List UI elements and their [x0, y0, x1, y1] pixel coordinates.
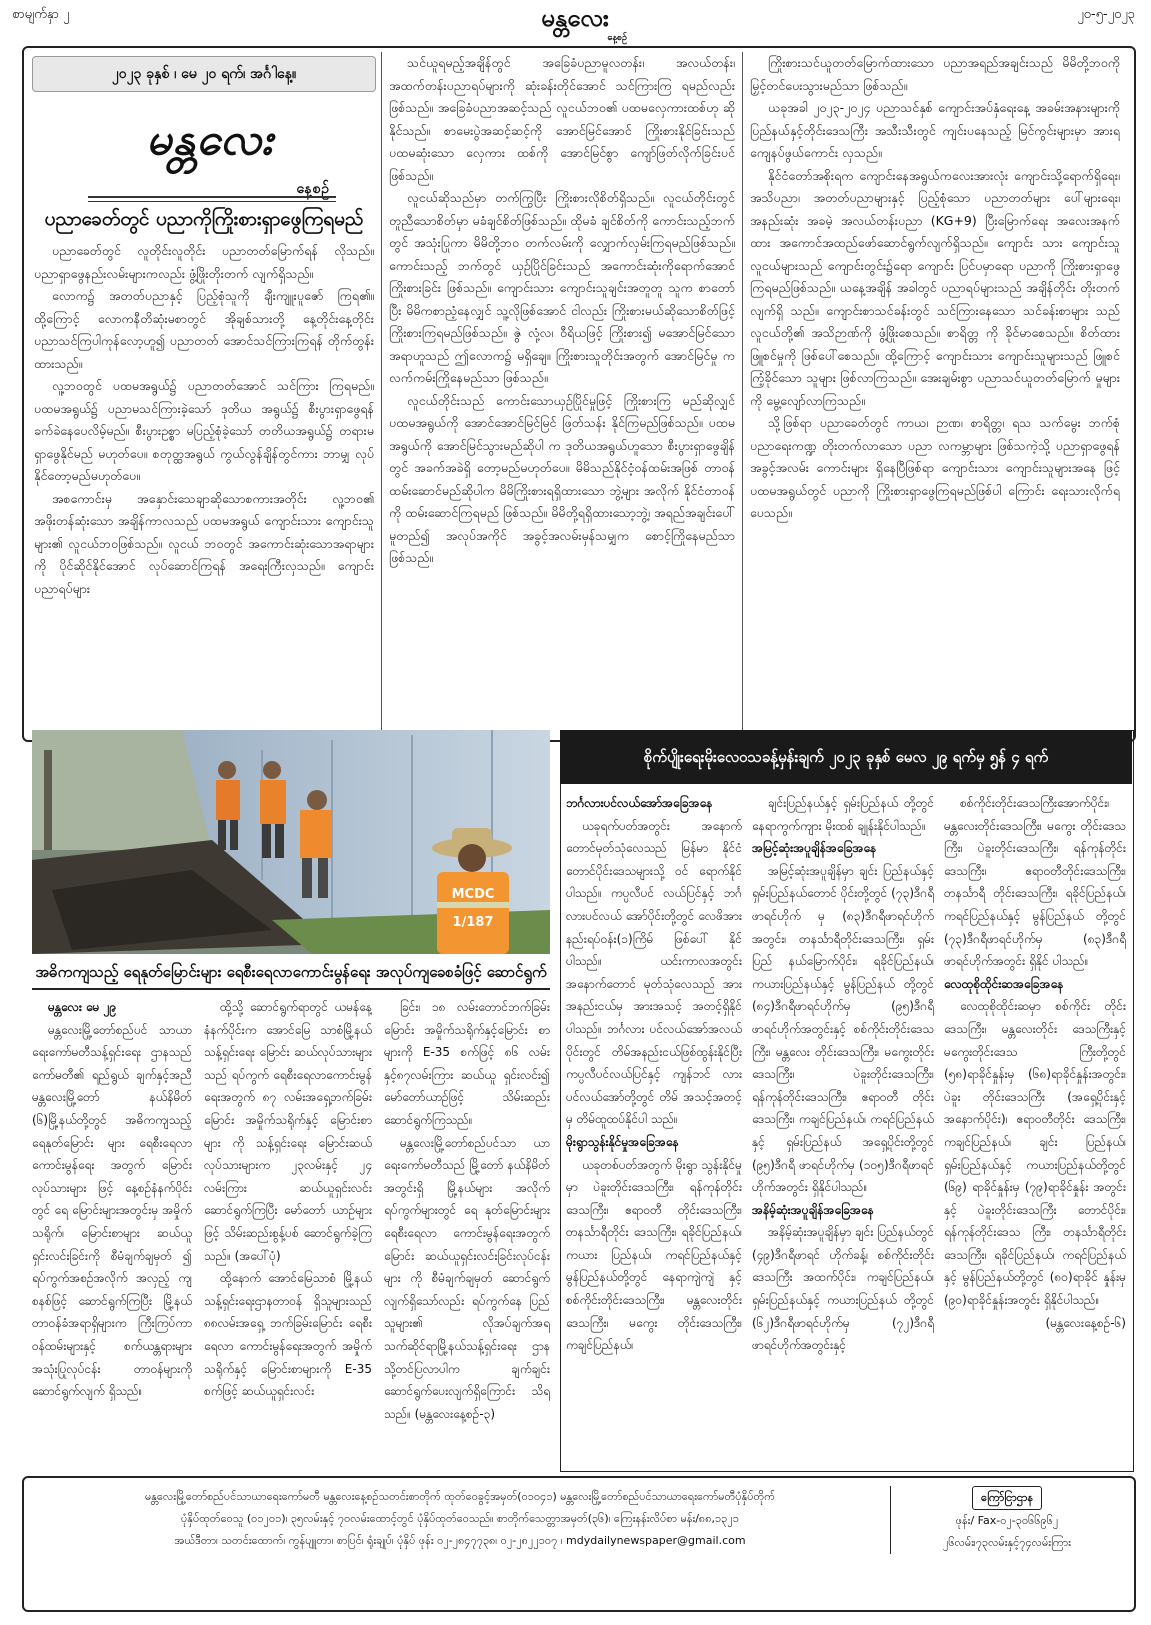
issue-date: ၂၀-၅-၂၀၂၃ [1077, 7, 1135, 22]
logo-divider [88, 196, 336, 202]
svg-text:MCDC: MCDC [451, 887, 495, 902]
imprint-line: ပုံနှိပ်ထုတ်ဝေသူ (၀၁၂၀၁)၊ ၃၅လမ်းနှင့် ၇၀လမ်းထောင့်တွင် ပုံနှိပ်ထုတ်ဝေသည်။ စာတိုက်သေတ္တာအမှတ်(၃၆)၊ ကြေးနန်းလိပ်စာ မန်း/၈၈,၁၃၂၁ [181, 1512, 739, 1525]
advertising-contact [890, 1486, 1123, 1554]
paragraph: လူငယ်ဆိုသည်မှာ တက်ကြွပြီး ကြိုးစားလိုစိတ်ရှိသည်။ လူငယ်တိုင်းတွင် တူညီသောစိတ်မှာ မခံချင်စိတ်ဖြစ်သည်။ ထိုမခံ ချင်စိတ်ကို ကောင်းသည့်ဘက်တွင် အသုံးပြုကာ မိမိတို့ဘဝ တက်လမ်းကို လျှောက်လှမ်းကြရမည်ဖြစ်သည်။ ကောင်းသည့် ဘက်တွင် ယှဉ်ပြိုင်ခြင်းသည် အကောင်းဆုံးကိုရောက်အောင် ကြိုးစားခြင်း ဖြစ်သည်။ ကျောင်းသား ကျောင်းသူချင်းအတူတူ သူက စာတော်ပြီး မိမိကစာညံ့နေလျှင် သူ့လိုဖြစ်အောင် ငါလည်း ကြိုးစားမယ်ဆိုသောစိတ်ဖြင့် ကြိုးစားကြရမည်ဖြစ်သည်။ ဇွဲ လုံ့လ၊ ဝီရိယဖြင့် ကြိုးစား၍ မအောင်မြင်သော အရာဟူသည် ဤလောက၌ မရှိချေ။ ကြိုးစားသူတိုင်းအတွက် အောင်မြင်မှု က လက်ကမ်းကြိုနေမည်သာ ဖြစ်သည်။ [389, 190, 735, 385]
advertising-phone: ဖုန်း/ Fax-၀၂-၃၀၆၆၉၆၂ [955, 1514, 1059, 1527]
imprint-text [40, 1486, 880, 1552]
paragraph: အစကောင်းမှ အနှောင်းသေချာဆိုသောစကားအတိုင်း လူ့ဘဝ၏ အဖိုးတန်ဆုံးသော အချိန်ကာလသည် ပထမအရွယ် ကျောင်းသား ကျောင်းသူများ၏ လူငယ်ဘဝဖြစ်သည်။ လူငယ် ဘဝတွင် အကောင်းဆုံးသောအရာများကို ပိုင်ဆိုင်နိုင်အောင် လုပ်ဆောင်ကြရန် အရေးကြီးလှသည်။ ကျောင်းပညာရပ်များ [34, 490, 374, 596]
advertising-address: ၂၆လမ်း၊၇၃လမ်းနှင့်၇၄လမ်းကြား [943, 1536, 1071, 1549]
paragraph: အမြင့်ဆုံးအပူချိန်မှာ ချင်း ပြည်နယ်နှင့် ရှမ်းပြည်နယ်တောင် ပိုင်းတို့တွင် (၇၃)ဒီဂရီဖာရင်ဟိုက် မှ (၈၃)ဒီဂရီဖာရင်ဟိုက်အတွင်း၊ တနင်္သာရီတိုင်းဒေသကြီး၊ ရှမ်းပြည် နယ်မြောက်ပိုင်း၊ ရခိုင်ပြည်နယ်၊ ကယားပြည်နယ်နှင့် မွန်ပြည်နယ် တို့တွင် (၈၄)ဒီဂရီဖာရင်ဟိုက်မှ (၉၅)ဒီဂရီဖာရင်ဟိုက်အတွင်းနှင့် စစ်ကိုင်းတိုင်းဒေသကြီး၊ မန္တလေး တိုင်းဒေသကြီး၊ မကွေးတိုင်း ဒေသကြီး၊ ပဲခူးတိုင်းဒေသကြီး၊ ရန်ကုန်တိုင်းဒေသကြီး၊ ဧရာဝတီ တိုင်းဒေသကြီး၊ ကချင်ပြည်နယ်၊ ကရင်ပြည်နယ်နှင့် ရှမ်းပြည်နယ် အရှေ့ပိုင်းတို့တွင် (၉၅)ဒီဂရီ ဖာရင်ဟိုက်မှ (၁၀၅)ဒီဂရီဖာရင် ဟိုက်အတွင်း ရှိနိုင်ပါသည်။ [752, 863, 934, 1195]
paragraph: သို့ဖြစ်ရာ ပညာခေတ်တွင် ကာယ၊ ဉာဏ၊ စာရိတ္တ၊ ရသ သက်မွေး ဘက်စုံပညာရေးကဏ္ဍ တိုးတက်လာသော ပညာ လကမ္ဘာများ ဖြစ်သကဲ့သို့ ပညာရှာဖွေရန် အခွင့်အလမ်း ကောင်းများ ရှိနေပြီဖြစ်ရာ ကျောင်းသား ကျောင်းသူများအနေ ဖြင့် ပထမအရွယ်တွင် ပညာကို ကြိုးစားရှာဖွေကြရမည်ဖြစ်ပါ ကြောင်း ရေးသားလိုက်ရပေသည်။ [750, 415, 1120, 520]
page-number: စာမျက်နှာ ၂ [12, 7, 70, 22]
news-column-3 [384, 996, 550, 1466]
paragraph: ထို့နောက် အောင်မြေသာစံ မြို့နယ် သန့်ရှင်းရေးဌာနတာဝန် ရှိသူများသည် ၈၈လမ်းအရှေ့ ဘက်ခြမ်းမြောင်း ရေစီးရေလာ ကောင်းမွန်ရေးအတွက် အမှိုက် သရိုက်နှင့် မြောင်းစာများကို E-35 စက်ဖြင့် ဆယ်ယူရှင်းလင်း [204, 1271, 372, 1399]
news-photo [32, 730, 550, 954]
paragraph: ကြိုးစားသင်ယူတတ်မြောက်ထားသော ပညာအရည်အချင်းသည် မိမိတို့ဘဝကို မြှင့်တင်ပေးသွားမည်သာ ဖြစ်သည်။ [750, 55, 1120, 93]
editorial-logo-sub: နေ့စဉ် [296, 181, 330, 197]
news-column-2 [204, 996, 372, 1466]
paragraph: ချင်းပြည်နယ်နှင့် ရှမ်းပြည်နယ် တို့တွင် နေရာကွက်ကျား မိုးထစ် ချုန်းနိုင်ပါသည်။ [752, 796, 934, 833]
weather-column-1 [566, 792, 742, 1464]
paragraph: နိုင်ငံတော်အစိုးရက ကျောင်းနေအရွယ်ကလေးအားလုံး ကျောင်းသို့ရောက်ရှိရေး၊ အသိပညာ၊ အတတ်ပညာများနှင့် ပြည့်စုံသော ပညာတတ်များ ပေါ်များရေး၊ အနည်းဆုံး အခမဲ့ အလယ်တန်းပညာ (KG+9) ပြီးမြောက်ရေး အလေးအနက် ထား အကောင်အထည်ဖော်ဆောင်ရွက်လျက်ရှိသည်။ ကျောင်း သား ကျောင်းသူလူငယ်များသည် ကျောင်းတွင်း၌ရော ကျောင်း ပြင်ပမှာရော ပညာကို ကြိုးစားရှာဖွေကြရမည်ဖြစ်သည်။ ယနေ့အချိန် အခါတွင် ပညာရပ်များသည် အချိန်တိုင်း တိုးတက်လျက်ရှိ သည်။ ကျောင်းစာသင်ခန်းတွင် သင်ကြားနေသော သင်ခန်းစာများ သည် လူငယ်တို့၏ အသိဉာဏ်ကို ဖွံ့ဖြိုးစေသည်။ စာရိတ္တ ကို ခိုင်မာစေသည်။ စိတ်ထားဖြူစင်မှုကို ဖြစ်ပေါ်စေသည်။ ထို့ကြောင့် ကျောင်းသား ကျောင်းသူများသည် ဖြူစင်ကြံ့ခိုင်သော သူများ ဖြစ်လာကြသည်။ အေးချမ်းစွာ ပညာသင်ယူတတ်မြောက် မှုများကို မွေ့လျော်လာကြသည်။ [750, 167, 1120, 408]
imprint-line: အယ်ဒီတာ၊ သတင်းထောက်၊ ကွန်ပျူတာ၊ စာပြင်၊ ရုံးချုပ်၊ ပုံနှိပ် ဖုန်း ၀၂-၂၈၄၇၇၃၈၊ ၀၂-၂၈၂၂၁၀၇ ၊ mdydailynewspaper@gmail.com [174, 1534, 746, 1547]
weather-subhead: ဘင်္ဂလားပင်လယ်အော်အခြေအနေ [566, 796, 713, 810]
editorial-column-1 [34, 240, 374, 730]
paragraph: ထို့သို့ ဆောင်ရွက်ရာတွင် ယမန်နေ့ နံနက်ပိုင်းက အောင်မြေ သာစံမြို့နယ်သန့်ရှင်းရေး မြောင်း ဆယ်လုပ်သားများသည် ရပ်ကွက် ရေစီးရေလာကောင်းမွန်ရေးအတွက် ၈၇ လမ်းအရှေ့ဘက်ခြမ်းမြောင်း အမှိုက်သရိုက်နှင့် မြောင်းစာများ ကို သန့်ရှင်းရေး မြောင်းဆယ် လုပ်သားများက ၂၃လမ်းနှင့် ၂၄ လမ်းကြား ဆယ်ယူရှင်းလင်း ဆောင်ရွက်ကြပြီး မော်တော် ယာဉ်များဖြင့် သိမ်းဆည်းစွန့်ပစ် ဆောင်ရွက်ခဲ့ကြသည်။ (အပေါ်ပုံ) [204, 1000, 372, 1263]
paragraph: မန္တလေးမြို့တော်စည်ပင် သာယာရေးကော်မတီသန့်ရှင်းရေး ဌာနသည် ကော်မတီ၏ ရည်ရွယ် ချက်နှင့်အညီ မန္တလေးမြို့တော် နယ်နိမိတ် (၆)မြို့နယ်တို့တွင် အဓိကကျသည့် ရေနုတ်မြောင်း များ ရေစီးရေလာကောင်းမွန်ရေး အတွက် မြောင်းလုပ်သားများ ဖြင့် နေ့စဉ်နံနက်ပိုင်းတွင် ရေ မြောင်းများအတွင်းမှ အမှိုက် သရိုက်၊ မြောင်းစာများ ဆယ်ယူ ရှင်းလင်းခြင်းကို စီမံချက်ချမှတ် ၍ ရပ်ကွက်အစဉ်အလိုက် အလှည့် ကျစနစ်ဖြင့် ဆောင်ရွက်ကြပြီး မြို့နယ်တာဝန်ခံအရာရှိများက ကြီးကြပ်ကာ ဝန်ထမ်းများနှင့် စက်ယန္တရားများအသုံးပြုလုပ်ငန်း တာဝန်များကို ဆောင်ရွက်လျက် ရှိသည်။ [32, 1022, 192, 1399]
weather-column-3 [944, 792, 1126, 1464]
worker-foreground [432, 828, 512, 954]
drain-cleaning-photo [32, 730, 550, 954]
paragraph: ပညာခေတ်တွင် လူတိုင်းလူတိုင်း ပညာတတ်မြောက်ရန် လိုသည်။ ပညာရှာဖွေနည်းလမ်းများကလည်း ဖွံ့ဖြိုးတိုးတက် လျက်ရှိသည်။ [34, 243, 374, 281]
paragraph: ယခုရက်ပတ်အတွင်း အနောက် တောင်မုတ်သုံလေသည် မြန်မာ နိုင်ငံတောင်ပိုင်းဒေသများသို့ ဝင် ရောက်နိုင်ပါသည်။ ကပ္ပလီပင် လယ်ပြင်နှင့် ဘင်္ဂလားပင်လယ် အော်ပိုင်းတို့တွင် လေဖိအား နည်းရပ်ဝန်း(၁)ကြိမ် ဖြစ်ပေါ် နိုင်ပါသည်။ ယင်းကာလအတွင်း အနောက်တောင် မုတ်သုံလေသည် အားအနည်းငယ်မှ အားအသင့် အတင့်ရှိနိုင်ပါသည်။ ဘင်္ဂလား ပင်လယ်အော်အလယ်ပိုင်းတွင် တိမ်အနည်းငယ်ဖြစ်ထွန်းနိုင်ပြီး ကပ္ပလီပင်လယ်ပြင်နှင့် ကျန်ဘင် လားပင်လယ်အော်တို့တွင် တိမ် အသင့်အတင့်မှ တိမ်ထူထပ်နိုင်ပါ သည်။ [566, 818, 742, 1127]
paragraph: မန္တလေးမြို့တော်စည်ပင်သာ ယာရေးကော်မတီသည် မြို့တော် နယ်နိမိတ်အတွင်းရှိ မြို့နယ်များ အလိုက် ရပ်ကွက်များတွင် ရေ နုတ်မြောင်းများ ရေစီးရေလာ ကောင်းမွန်ရေးအတွက် မြောင်း ဆယ်ယူရှင်းလင်းခြင်းလုပ်ငန်းများ ကို စီမံချက်ချမှတ် ဆောင်ရွက် လျက်ရှိသော်လည်း ရပ်ကွက်နေ ပြည်သူများ၏ လိုအပ်ချက်အရ သက်ဆိုင်ရာမြို့နယ်သန့်ရှင်းရေး ဌာနသို့တင်ပြလာပါက ချက်ချင်း ဆောင်ရွက်ပေးလျက်ရှိကြောင်း သိရသည်။ (မန္တလေးနေ့စဉ်-၃) [384, 1135, 550, 1421]
paragraph: ခြင်း၊ ၁၈ လမ်းတောင်ဘက်ခြမ်း မြောင်း အမှိုက်သရိုက်နှင့်မြောင်း စာများကို E-35 စက်ဖြင့် ၈၆ လမ်းနှင့်၈၇လမ်းကြား ဆယ်ယူ ရှင်းလင်း၍ မော်တော်ယာဉ်ဖြင့် သိမ်းဆည်းဆောင်ရွက်ကြသည်။ [384, 1000, 550, 1127]
editorial-logo [90, 112, 330, 197]
weather-subhead: လေထုစိုထိုင်းဆအခြေအနေ [944, 976, 1064, 991]
paragraph: သင်ယူရမည့်အချိန်တွင် အခြေခံပညာမူလတန်း၊ အလယ်တန်း၊ အထက်တန်းပညာရပ်များကို ဆုံးခန်းတိုင်အောင် သင်ကြားကြ ရမည်လည်းဖြစ်သည်။ အခြေခံပညာအဆင့်သည် လူငယ်ဘဝ၏ ပထမလှေကားထစ်ဟု ဆိုနိုင်သည်။ စာမေးပွဲအဆင့်ဆင့်ကို အောင်မြင်အောင် ကြိုးစားနိုင်ခြင်းသည် ပထမဆုံးသော လှေကား ထစ်ကို အောင်မြင်စွာ ကျော်ဖြတ်လိုက်ခြင်းပင် ဖြစ်သည်။ [389, 55, 735, 183]
weather-column-2 [752, 792, 934, 1464]
paragraph: လောက၌ အတတ်ပညာနှင့် ပြည့်စုံသူကို ချီးကျူးပူဇော် ကြရ၏။ ထို့ကြောင့် လောကနီတိဆုံးမစာတွင် အိုချစ်သားတို့ နေ့တိုင်းနေ့တိုင်း ပညာသင်ကြပါကုန်လော့ဟူ၍ ပညာတတ် အောင်သင်ကြားကြရန် တိုက်တွန်းထားသည်။ [34, 288, 374, 371]
masthead-sub: နေ့စဉ် [607, 33, 627, 43]
paragraph: လေထုစိုထိုင်းဆမှာ စစ်ကိုင်း တိုင်းဒေသကြီး၊ မန္တလေးတိုင်း ဒေသကြီးနှင့် မကွေးတိုင်းဒေသ ကြီးတို့တွင် (၅၈)ရာခိုင်နှုန်းမှ (၆၈)ရာခိုင်နှုန်းအတွင်း၊ ပဲခူး တိုင်းဒေသကြီး (အရှေ့ပိုင်းနှင့် အနောက်ပိုင်း)၊ ဧရာဝတီတိုင်း ဒေသကြီး၊ ကချင်ပြည်နယ်၊ ချင်း ပြည်နယ်၊ ရှမ်းပြည်နယ်နှင့် ကယားပြည်နယ်တို့တွင် (၆၉) ရာခိုင်နှုန်းမှ (၇၉)ရာခိုင်နှုန်း အတွင်းနှင့် ပဲခူးတိုင်းဒေသကြီး တောင်ပိုင်း၊ ရန်ကုန်တိုင်းဒေသ ကြီး၊ တနင်္သာရီတိုင်းဒေသကြီး၊ ရခိုင်ပြည်နယ်၊ ကရင်ပြည်နယ်နှင့် မွန်ပြည်နယ်တို့တွင် (၈၀)ရာခိုင် နှုန်းမှ (၉၀)ရာခိုင်နှုန်းအတွင်း ရှိနိုင်ပါသည်။ [944, 999, 1126, 1308]
imprint-line: မန္တလေးမြို့တော်စည်ပင်သာယာရေးကော်မတီ မန္တလေးနေ့စဉ်သတင်းစာတိုက် ထုတ်ဝေခွင့်အမှတ်(၀၁၀၄၁) မန္တလေးမြို့တော်စည်ပင်သာယာရေးကော်မတီပုံနှိပ်တိုက် [145, 1490, 775, 1503]
weather-title: စိုက်ပျိုးရေးမိုးလေဝသခန့်မှန်းချက် ၂၀၂၃ ခုနှစ် မေလ ၂၉ ရက်မှ ၅ွန် ၄ ရက် [560, 730, 1132, 784]
weather-subhead: အမြင့်ဆုံးအပူချိန်အခြေအနေ [752, 841, 877, 856]
masthead-logo [505, 2, 645, 43]
editorial-column-3 [750, 52, 1120, 732]
masthead-text: မန္တလေး [541, 4, 609, 32]
paragraph: လူ့ဘဝတွင် ပထမအရွယ်၌ ပညာတတ်အောင် သင်ကြား ကြရမည်။ ပထမအရွယ်၌ ပညာမသင်ကြားခဲ့သော် ဒုတိယ အရွယ်၌ စီးပွားရှာဖွေရန် ခက်ခဲနေပေလိမ့်မည်။ စီးပွားဥစ္စာ မပြည့်စုံခဲ့သော် တတိယအရွယ်၌ တရားမရှာဖွေနိုင်မည် မဟုတ်ပေ။ စတုတ္ထအရွယ် ကွယ်လွန်ချိန်တွင်ကား ဘာမျှ လုပ်နိုင်တော့မည်မဟုတ်ပေ။ [34, 378, 374, 483]
editorial-title: ပညာခေတ်တွင် ပညာကိုကြိုးစားရှာဖွေကြရမည် [44, 208, 364, 230]
paragraph: အနိမ့်ဆုံးအပူချိန်မှာ ချင်း ပြည်နယ်တွင် (၄၉)ဒီဂရီဖာရင် ဟိုက်ခန့်၊ စစ်ကိုင်းတိုင်းဒေသကြီး အထက်ပိုင်း၊ ကချင်ပြည်နယ်၊ ရှမ်းပြည်နယ်နှင့် ကယားပြည်နယ် တို့တွင် (၆၂)ဒီဂရီဖာရင်ဟိုက်မှ (၇၂)ဒီဂရီဖာရင်ဟိုက်အတွင်းနှင့် [752, 1225, 934, 1353]
paragraph: ယခုတစ်ပတ်အတွက် မိုးရွာ သွန်းနိုင်မှုမှာ ပဲခူးတိုင်းဒေသကြီး၊ ရန်ကုန်တိုင်းဒေသကြီး၊ ဧရာဝတီ တိုင်းဒေသကြီး၊ တနင်္သာရီတိုင်း ဒေသကြီး၊ ရခိုင်ပြည်နယ်၊ ကယား ပြည်နယ်၊ ကရင်ပြည်နယ်နှင့် မွန်ပြည်နယ်တို့တွင် နေရာကျဲကျဲ နှင့် စစ်ကိုင်းတိုင်းဒေသကြီး၊ မန္တလေးတိုင်းဒေသကြီး၊ မကွေး တိုင်းဒေသကြီး၊ ကချင်ပြည်နယ်၊ [566, 1157, 742, 1353]
advertising-label: ကြော်ငြာဌာန [972, 1486, 1042, 1510]
weather-source: (မန္တလေးနေ့စဉ်-၆) [1045, 1315, 1126, 1330]
paragraph: စစ်ကိုင်းတိုင်းဒေသကြီးအောက်ပိုင်း၊ မန္တလေးတိုင်းဒေသကြီး၊ မကွေး တိုင်းဒေသကြီး၊ ပဲခူးတိုင်းဒေသကြီး၊ ရန်ကုန်တိုင်းဒေသကြီး၊ ဧရာဝတီတိုင်းဒေသကြီး၊ တနင်္သာရီ တိုင်းဒေသကြီး၊ ရခိုင်ပြည်နယ်၊ ကရင်ပြည်နယ်နှင့် မွန်ပြည်နယ် တို့တွင် (၇၃)ဒီဂရီဖာရင်ဟိုက်မှ (၈၃)ဒီဂရီဖာရင်ဟိုက်အတွင်း ရှိနိုင် ပါသည်။ [944, 796, 1126, 969]
editorial-column-2 [389, 52, 735, 732]
svg-text:1/187: 1/187 [452, 915, 494, 930]
news-headline: အဓိကကျသည့် ရေနုတ်မြောင်းများ ရေစီးရေလာကောင်းမွန်ရေး အလုပ်ကျခေစခံဖြင့် ဆောင်ရွက် [32, 960, 550, 990]
news-dateline: မန္တလေး မေ ၂၉ [48, 1000, 117, 1014]
news-column-1 [32, 996, 192, 1466]
column-divider [742, 52, 743, 732]
paragraph: ယခုအခါ ၂၀၂၃-၂၀၂၄ ပညာသင်နှစ် ကျောင်းအပ်နှံရေးနေ့ အခမ်းအနားများကို ပြည်နယ်နှင့်တိုင်းဒေသကြီး အသီးသီးတွင် ကျင်းပနေသည့် မြင်ကွင်းများမှာ အားရကျေနပ်ဖွယ်ကောင်း လှသည်။ [750, 100, 1120, 160]
paragraph: လူငယ်တိုင်းသည် ကောင်းသောယှဉ်ပြိုင်မှုဖြင့် ကြိုးစားကြ မည်ဆိုလျှင် ပထမအရွယ်ကို အောင်အောင်မြင်မြင် ဖြတ်သန်း နိုင်ကြမည်ဖြစ်သည်။ ပထမအရွယ်ကို အောင်မြင်သွားမည်ဆိုပါ က ဒုတိယအရွယ်ဟူသော စီးပွားရှာဖွေချိန်တွင် အခက်အခဲရှိ တော့မည်မဟုတ်ပေ။ မိမိသည်နိုင်ငံ့ဝန်ထမ်းအဖြစ် တာဝန် ထမ်းဆောင်မည်ဆိုပါက မိမိကြိုးစားရရှိထားသော ဘွဲ့များ အလိုက် နိုင်ငံတာဝန်ကို ထမ်းဆောင်ကြရမည် ဖြစ်သည်။ မိမိတို့ရရှိထားသော့ဘွဲ့၊ အရည်အချင်းပေါ်မူတည်၍ အလုပ်အကိုင် အခွင့်အလမ်းမှန်သမျှက စောင့်ကြိုနေမည်သာ ဖြစ်သည်။ [389, 392, 735, 565]
column-divider [381, 52, 382, 732]
weather-subhead: မိုးရွာသွန်းနိုင်မှုအခြေအနေ [566, 1134, 679, 1149]
editorial-logo-text: မန္တလေး [146, 114, 274, 165]
weather-subhead: အနိမ့်ဆုံးအပူချိန်အခြေအနေ [752, 1202, 874, 1217]
editorial-date: ၂၀၂၃ ခုနှစ် ၊ မေ ၂၀ ရက်၊ အင်္ဂါနေ့။ [32, 56, 376, 92]
